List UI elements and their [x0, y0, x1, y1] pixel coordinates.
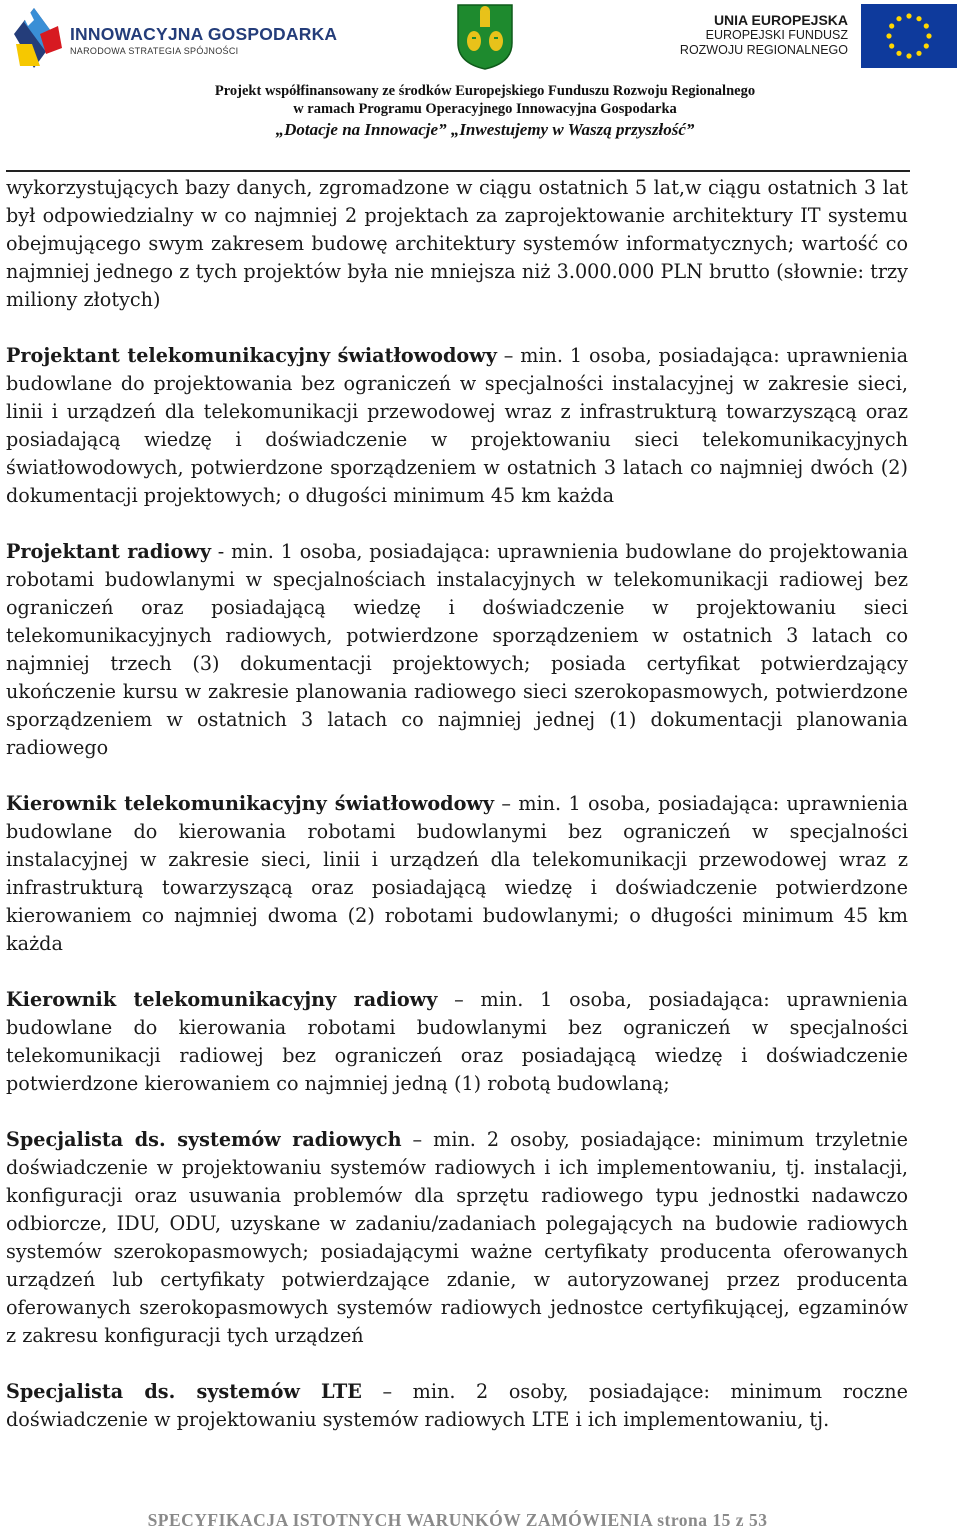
footer-label: SPECYFIKACJA ISTOTNYCH WARUNKÓW ZAMÓWIENIA strona [147, 1510, 713, 1530]
section-title: Specjalista ds. systemów LTE [6, 1380, 362, 1403]
section-kierownik-radiowy [6, 986, 908, 1098]
section-title: Projektant radiowy [6, 540, 211, 563]
page-header [0, 0, 960, 175]
project-line-2: w ramach Programu Operacyjnego Innowacyjna Gospodarka [293, 101, 677, 117]
section-projektant-radiowy [6, 538, 908, 762]
intro-paragraph: wykorzystujących bazy danych, zgromadzone w ciągu ostatnich 5 lat,w ciągu ostatnich 3 lat był odpowiedzialny w co najmniej 2 projektach za zaprojektowanie architektury IT systemu obejmującego swym zakresem budowę architektury systemów informatycznych; wartość co najmniej jednego z tych projektów była nie mniejsza niż 3.000.000 PLN brutto (słownie: trzy miliony złotych) [6, 176, 908, 311]
footer-page-total: 53 [748, 1510, 768, 1530]
document-body [6, 174, 908, 1462]
section-title: Kierownik telekomunikacyjny radiowy [6, 988, 438, 1011]
section-text: - min. 1 osoba, posiadająca: uprawnienia budowlane do projektowania robotami budowlanymi w specjalnościach instalacyjnych w telekomunikacji radiowej bez ograniczeń oraz posiadającą wiedzę i doświadczenie w projektowaniu sieci telekomunikacyjnych radiowych, potwierdzone sporządzeniem w ostatnich 3 latach co najmniej trzech (3) dokumentacji projektowych; posiada certyfikat potwierdzający ukończenie kursu w zakresie planowania radiowego sieci szerokopasmowych, potwierdzone sporządzeniem w ostatnich 3 latach co najmniej jednej (1) dokumentacji planowania radiowego [6, 540, 909, 759]
ig-logo-subtitle: NARODOWA STRATEGIA SPÓJNOŚCI [70, 46, 239, 56]
project-funding-note [0, 82, 960, 142]
section-text: – min. 1 osoba, posiadająca: uprawnienia budowlane do projektowania bez ograniczeń w specjalności instalacyjnej w zakresie sieci, linii i urządzeń dla telekomunikacji przewodowej wraz z infrastrukturą towarzyszącą oraz posiadającą wiedzę i doświadczenie w projektowaniu sieci telekomunikacyjnych światłowodowych, potwierdzone sporządzeniem w ostatnich 3 latach co najmniej dwóch (2) dokumentacji projektowych; o długości minimum 45 km każda [6, 344, 909, 507]
header-divider [6, 170, 910, 172]
footer-of: z [730, 1510, 749, 1530]
section-text: – min. 2 osoby, posiadające: minimum trzyletnie doświadczenie w projektowaniu systemów radiowych i ich implementowaniu, tj. instalacji, konfiguracji oraz usuwania problemów dla sprzętu radiowego typu jednostki nadawczo odbiorcze, IDU, ODU, uzyskane w zadaniu/zadaniach polegających na budowie radiowych systemów szerokopasmowych; posiadającymi ważne certyfikaty producenta oferowanych urządzeń lub certyfikaty potwierdzające zdanie, w autoryzowanej przez producenta oferowanych szerokopasmowych systemów radiowych jednostce certyfikującej, egzaminów z zakresu konfiguracji tych urządzeń [6, 1128, 908, 1347]
eu-line-2: EUROPEJSKI FUNDUSZ [705, 28, 848, 42]
page-footer [0, 1510, 915, 1531]
section-kierownik-swiatlowodowy [6, 790, 908, 958]
section-specjalista-radiowy [6, 1126, 908, 1350]
eu-flag-icon [861, 4, 957, 68]
footer-page-number: 15 [712, 1510, 731, 1530]
ig-logo-title: INNOWACYJNA GOSPODARKA [70, 24, 338, 44]
section-title: Kierownik telekomunikacyjny światłowodowy [6, 792, 495, 815]
section-text: – min. 2 osoby, posiadające: minimum roczne doświadczenie w projektowaniu systemów radiowych LTE i ich implementowaniu, tj. [6, 1380, 908, 1431]
section-title: Projektant telekomunikacyjny światłowodowy [6, 344, 497, 367]
eu-line-1: UNIA EUROPEJSKA [713, 12, 848, 28]
project-line-3: „Dotacje na Innowacje” „Inwestujemy w Waszą przyszłość” [275, 120, 695, 139]
project-line-1: Projekt współfinansowany ze środków Europejskiego Funduszu Rozwoju Regionalnego [214, 83, 756, 99]
section-text: – min. 1 osoba, posiadająca: uprawnienia budowlane do kierowania robotami budowlanymi bez ograniczeń w specjalności instalacyjnej w zakresie sieci, linii i urządzeń dla telekomunikacji przewodowej wraz z infrastrukturą towarzyszącą oraz posiadającą wiedzę i doświadczenie potwierdzone kierowaniem co najmniej dwoma (2) robotami budowlanymi; o długości minimum 45 km każda [6, 792, 909, 955]
eu-erdf-label [680, 13, 848, 58]
section-text: – min. 1 osoba, posiadająca: uprawnienia budowlane do kierowania robotami budowlanymi bez ograniczeń w specjalności telekomunikacji radiowej bez ograniczeń oraz posiadającą wiedzę i doświadczenie potwierdzone kierowaniem co najmniej jedną (1) robotą budowlaną; [6, 988, 908, 1095]
eu-line-3: ROZWOJU REGIONALNEGO [679, 43, 848, 57]
coat-of-arms-icon [456, 3, 514, 71]
section-projektant-swiatlowodowy [6, 342, 908, 510]
section-title: Specjalista ds. systemów radiowych [6, 1128, 402, 1151]
section-specjalista-lte [6, 1378, 908, 1434]
